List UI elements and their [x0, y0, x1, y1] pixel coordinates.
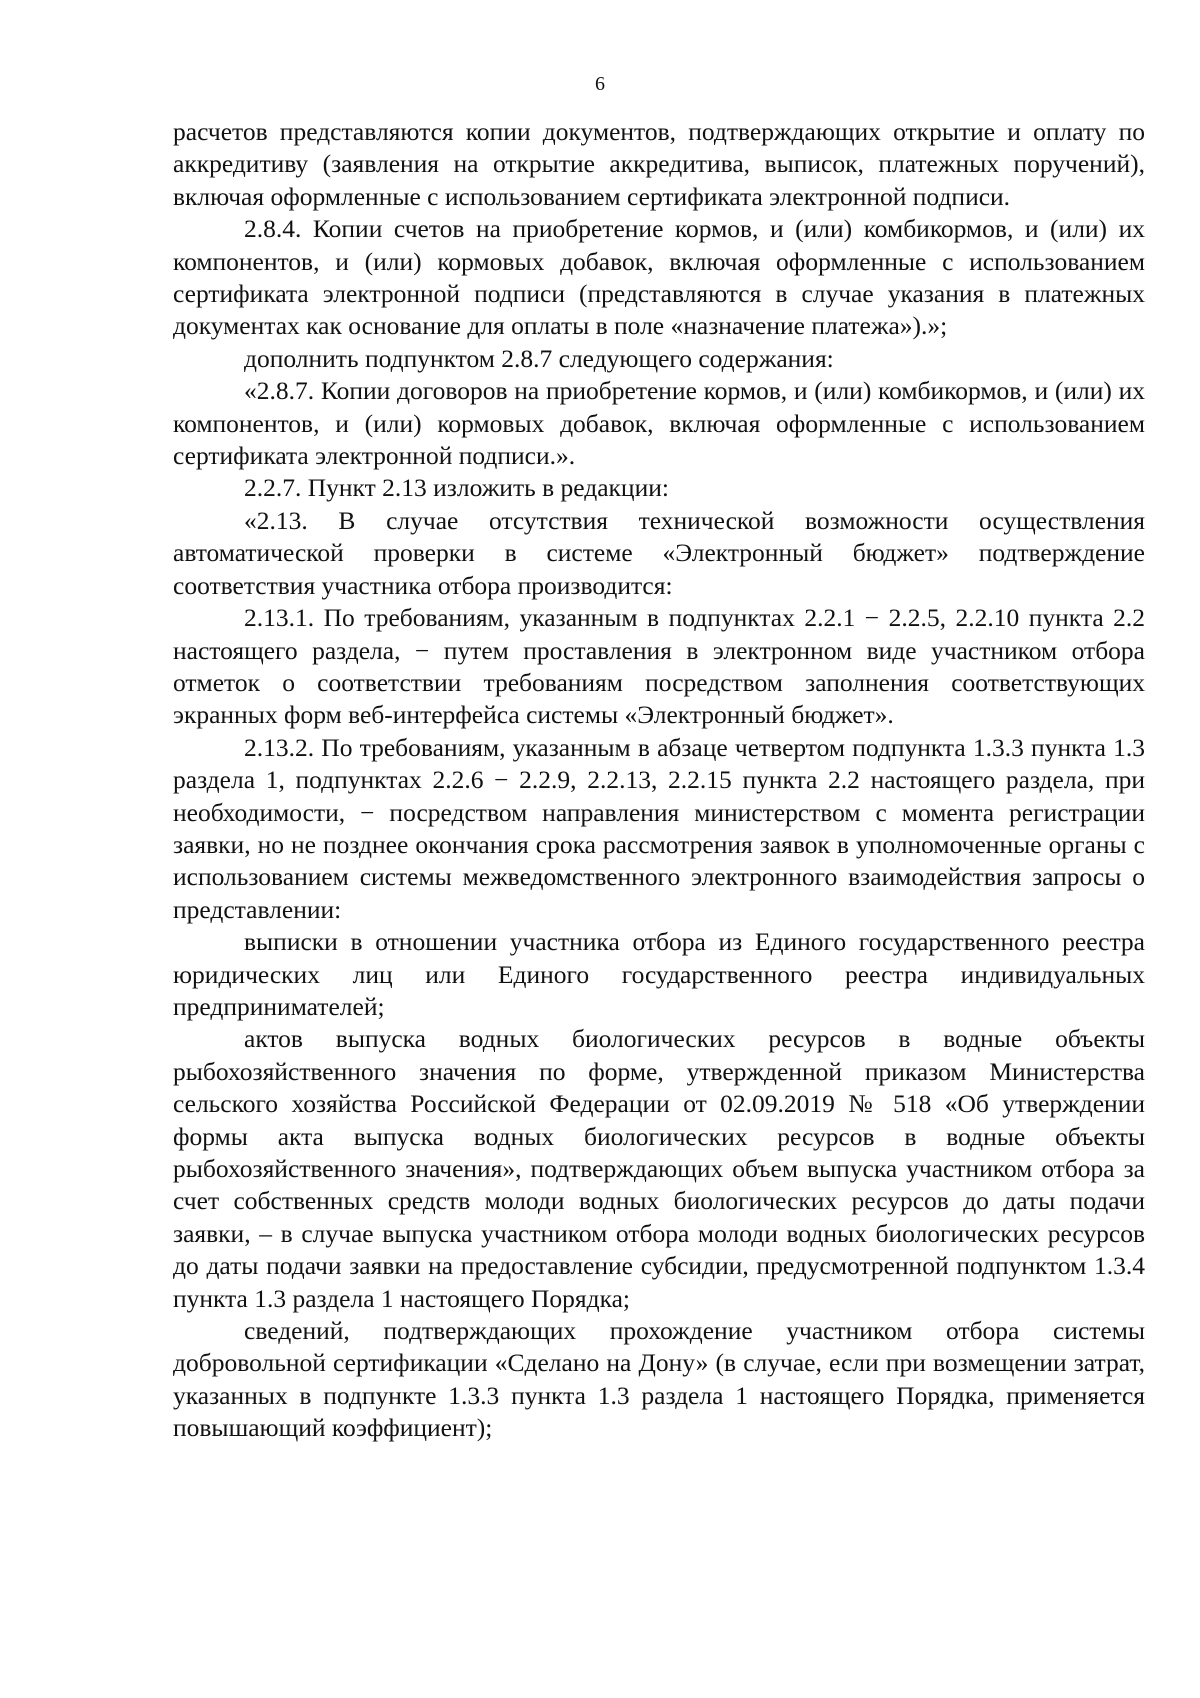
paragraph-continuation: расчетов представляются копии документов, подтверждающих открытие и оплату по аккредитиву (заявления на открытие аккредитива, выписок, платежных поручений), включая оформленные с использованием сертификата электронной подписи.: [173, 117, 1145, 211]
document-body: [173, 116, 1145, 1445]
paragraph-2-8-7: «2.8.7. Копии договоров на приобретение кормов, и (или) комбикормов, и (или) их компонентов, и (или) кормовых добавок, включая оформленные с использованием сертификата электронной подписи.».: [173, 376, 1145, 471]
paragraph-release-acts: актов выпуска водных биологических ресурсов в водные объекты рыбохозяйственного значения по форме, утвержденной приказом Министерства сельского хозяйства Российской Федерации от 02.09.2019 № 518 «Об утверждении формы акта выпуска водных биологических ресурсов в водные объекты рыбохозяйственного значения», подтверждающих объем выпуска участником отбора за счет собственных средств молоди водных биологических ресурсов до даты подачи заявки, – в случае выпуска участником отбора молоди водных биологических ресурсов до даты подачи заявки на предоставление субсидии, предусмотренной подпунктом 1.3.4 пункта 1.3 раздела 1 настоящего Порядка;: [173, 1024, 1145, 1313]
paragraph-extract-registry: выписки в отношении участника отбора из Единого государственного реестра юридических лиц или Единого государственного реестра индивидуальных предпринимателей;: [173, 927, 1145, 1021]
paragraph-certification: сведений, подтверждающих прохождение участником отбора системы добровольной сертификации «Сделано на Дону» (в случае, если при возмещении затрат, указанных в подпункте 1.3.3 пункта 1.3 раздела 1 настоящего Порядка, применяется повышающий коэффициент);: [173, 1316, 1145, 1443]
paragraph-add-2-8-7: дополнить подпунктом 2.8.7 следующего содержания:: [244, 343, 834, 373]
paragraph-2-13-2: 2.13.2. По требованиям, указанным в абзаце четвертом подпункта 1.3.3 пункта 1.3 раздела 1, подпунктах 2.2.6 − 2.2.9, 2.2.13, 2.2.15 пункта 2.2 настоящего раздела, при необходимости, − посредством направления министерством с момента регистрации заявки, но не позднее окончания срока рассмотрения заявок в уполномоченные органы с использованием системы межведомственного электронного взаимодействия запросы о представлении:: [173, 732, 1145, 924]
paragraph-2-13-1: 2.13.1. По требованиям, указанным в подпунктах 2.2.1 − 2.2.5, 2.2.10 пункта 2.2 настоящего раздела, − путем проставления в электронном виде участником отбора отметок о соответствии требованиям посредством заполнения соответствующих экранных форм веб-интерфейса системы «Электронный бюджет».: [173, 603, 1145, 730]
page-number: 6: [595, 73, 605, 95]
paragraph-2-2-7: 2.2.7. Пункт 2.13 изложить в редакции:: [244, 473, 669, 503]
paragraph-2-8-4: 2.8.4. Копии счетов на приобретение кормов, и (или) комбикормов, и (или) их компонентов, и (или) кормовых добавок, включая оформленные с использованием сертификата электронной подписи (представляются в случае указания в платежных документах как основание для оплаты в поле «назначение платежа»).»;: [173, 214, 1145, 341]
paragraph-2-13: «2.13. В случае отсутствия технической возможности осуществления автоматической проверки в системе «Электронный бюджет» подтверждение соответствия участника отбора производится:: [173, 505, 1145, 600]
